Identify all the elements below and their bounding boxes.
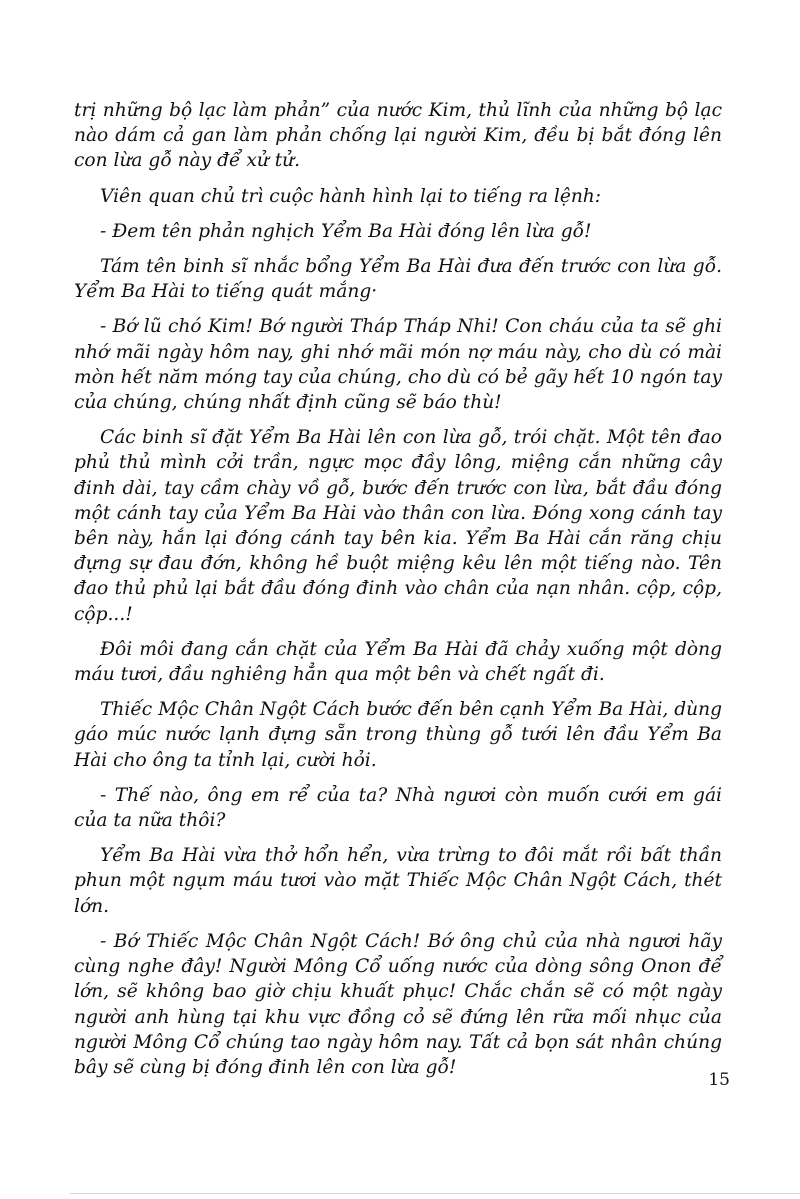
page-number: 15: [708, 1070, 730, 1090]
bottom-divider: [70, 1193, 800, 1194]
paragraph: - Thế nào, ông em rể của ta? Nhà ngươi còn muốn cưới em gái của ta nữa thôi?: [74, 784, 722, 832]
paragraph: trị những bộ lạc làm phản” của nước Kim, thủ lĩnh của những bộ lạc nào dám cả gan làm phản chống lại người Kim, đều bị bắt đóng lên con lừa gỗ này để xử tử.: [74, 100, 722, 172]
paragraph: Yểm Ba Hài vừa thở hổn hển, vừa trừng to đôi mắt rồi bất thần phun một ngụm máu tươi vào mặt Thiếc Mộc Chân Ngột Cách, thét lớn.: [74, 845, 722, 917]
paragraph: - Bớ lũ chó Kim! Bớ người Tháp Tháp Nhi! Con cháu của ta sẽ ghi nhớ mãi ngày hôm nay, ghi nhớ mãi món nợ máu này, cho dù có mài mòn hết năm móng tay của chúng, cho dù có bẻ gãy hết 10 ngón tay của chúng, chúng nhất định cũng sẽ báo thù!: [74, 316, 722, 414]
paragraph: Các binh sĩ đặt Yểm Ba Hài lên con lừa gỗ, trói chặt. Một tên đao phủ thủ mình cởi trần, ngực mọc đầy lông, miệng cắn những cây đinh dài, tay cầm chày vồ gỗ, bước đến trước con lừa, bắt đầu đóng một cánh tay của Yểm Ba Hài vào thân con lừa. Đóng xong cánh tay bên này, hắn lại đóng cánh tay bên kia. Yểm Ba Hài cắn răng chịu đựng sự đau đớn, không hề buột miệng kêu lên một tiếng nào. Tên đao thủ phủ lại bắt đầu đóng đinh vào chân của nạn nhân. cộp, cộp, cộp...!: [74, 427, 722, 625]
paragraph: - Bớ Thiếc Mộc Chân Ngột Cách! Bớ ông chủ của nhà ngươi hãy cùng nghe đây! Người Mông Cổ uống nước của dòng sông Onon để lớn, sẽ không bao giờ chịu khuất phục! Chắc chắn sẽ có một ngày người anh hùng tại khu vực đồng cỏ sẽ đứng lên rữa mối nhục của người Mông Cổ chúng tao ngày hôm nay. Tất cả bọn sát nhân chúng bây sẽ cùng bị đóng đinh lên con lừa gỗ!: [74, 930, 722, 1078]
paragraph: - Đem tên phản nghịch Yểm Ba Hài đóng lên lừa gỗ!: [100, 220, 592, 242]
paragraph: Thiếc Mộc Chân Ngột Cách bước đến bên cạnh Yểm Ba Hài, dùng gáo múc nước lạnh đựng sẵn trong thùng gỗ tưới lên đầu Yểm Ba Hài cho ông ta tỉnh lại, cười hỏi.: [74, 699, 722, 771]
paragraph: Viên quan chủ trì cuộc hành hình lại to tiếng ra lệnh:: [100, 185, 602, 207]
body-text: [74, 98, 722, 1090]
paragraph: Đôi môi đang cắn chặt của Yểm Ba Hài đã chảy xuống một dòng máu tươi, đầu nghiêng hẳn qua một bên và chết ngất đi.: [74, 638, 722, 686]
paragraph: Tám tên binh sĩ nhắc bổng Yểm Ba Hài đưa đến trước con lừa gỗ. Yểm Ba Hài to tiếng quát mắng·: [74, 256, 722, 303]
